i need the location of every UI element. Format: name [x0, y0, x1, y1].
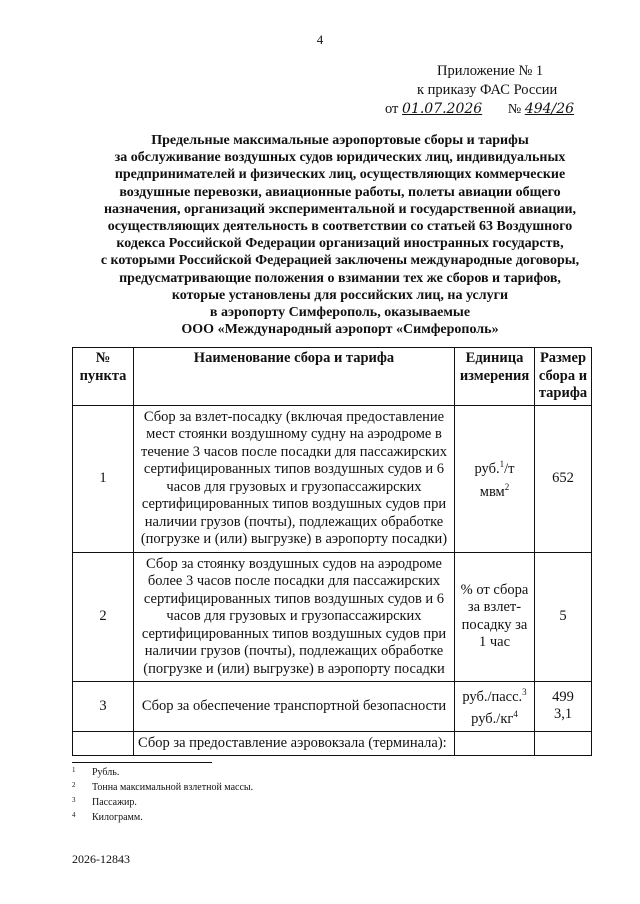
table-row — [73, 405, 592, 552]
row-size: 5 — [535, 552, 592, 682]
title-line: в аэропорту Симферополь, оказываемые — [209, 305, 471, 321]
table-row — [73, 731, 592, 756]
number-prefix: № — [507, 102, 522, 117]
row-unit — [455, 731, 535, 756]
title-line: с которыми Российской Федерацией заключены международные договоры, — [100, 253, 580, 269]
table-header-row — [73, 348, 592, 406]
appendix-title: Приложение № 1 — [437, 63, 544, 79]
row-unit: руб.$^1$/т мвм$^2$ — [455, 405, 535, 552]
row-num: 1 — [73, 405, 134, 552]
appendix-block — [385, 62, 574, 119]
row-name: Сбор за обеспечение транспортной безопасности — [134, 682, 455, 732]
row-name: Сбор за стоянку воздушных судов на аэродроме более 3 часов после посадки для пассажирских сертифицированных типов воздушных судов и 6 часов для грузовых и грузопассажирских сертифицированных типов воздушных судов при наличии грузов (почты), подлежащих обработке (погрузке и (или) выгрузке) в аэропорту посадки — [134, 552, 455, 682]
row-unit: % от сбора за взлет-посадку за 1 час — [455, 552, 535, 682]
title-line: Предельные максимальные аэропортовые сборы и тарифы — [151, 133, 529, 148]
title-line: воздушные перевозки, авиационные работы, полеты авиации общего — [119, 184, 561, 200]
header-name: Наименование сбора и тарифа — [134, 348, 455, 406]
row-name: Сбор за взлет-посадку (включая предоставление мест стоянки воздушному судну на аэродроме в течение 3 часов после посадки для пассажирских сертифицированных типов воздушных судов и 6 часов для грузовых и грузопассажирских сертифицированных типов воздушных судов при наличии грузов (почты), подлежащих обработке (погрузке и (или) выгрузке) в аэропорту посадки) — [134, 405, 455, 552]
date-prefix: от — [385, 101, 399, 117]
footnote: 2 Тонна максимальной взлетной массы. — [72, 781, 254, 793]
title-line: осуществляющих деятельность в соответствии со статьей 63 Воздушного — [107, 219, 573, 235]
appendix-order: к приказу ФАС России — [417, 82, 558, 98]
title-line: кодекса Российской Федерации организаций иностранных государств, — [116, 236, 564, 252]
row-size — [535, 731, 592, 756]
row-num: 3 — [73, 682, 134, 732]
document-number: 2026-12843 — [72, 852, 130, 866]
footnote: 1 Рубль. — [72, 766, 120, 778]
row-num — [73, 731, 134, 756]
title-line: предпринимателей и физических лиц, осуществляющих коммерческие — [114, 167, 566, 183]
header-num: № пункта — [73, 348, 134, 406]
row-num: 2 — [73, 552, 134, 682]
footnote-rule — [72, 762, 212, 763]
row-unit: руб./пасс.$^3$ $руб./кг^4$ — [455, 682, 535, 732]
title-line: ООО «Международный аэропорт «Симферополь» — [181, 322, 499, 338]
footnotes — [72, 762, 253, 825]
footnote: 3 Пассажир. — [72, 796, 137, 808]
title-line: которые установлены для российских лиц, на услуги — [171, 287, 509, 303]
table-row — [73, 552, 592, 682]
title-line: предусматривающие положения о взимании тех же сборов и тарифов, — [119, 270, 561, 286]
handwritten-date: 01.07.2026 — [402, 101, 483, 117]
title-line: за обслуживание воздушных судов юридических лиц, индивидуальных — [114, 150, 566, 166]
table-row — [73, 682, 592, 732]
tariff-table — [72, 347, 592, 756]
page-number: 4 — [316, 32, 324, 47]
row-name: Сбор за предоставление аэровокзала (терминала): — [134, 731, 455, 756]
footnote: 4 Килограмм. — [72, 811, 143, 823]
title-line: назначения, организаций экспериментальной и государственной авиации, — [103, 201, 577, 217]
header-unit: Единица измерения — [455, 348, 535, 406]
handwritten-number: 494/26 — [524, 101, 575, 117]
appendix-date-line — [385, 100, 574, 119]
document-title — [40, 132, 640, 338]
header-size: Размер сбора и тарифа — [535, 348, 592, 406]
row-size: 652 — [535, 405, 592, 552]
row-size: 499 3,1 — [535, 682, 592, 732]
